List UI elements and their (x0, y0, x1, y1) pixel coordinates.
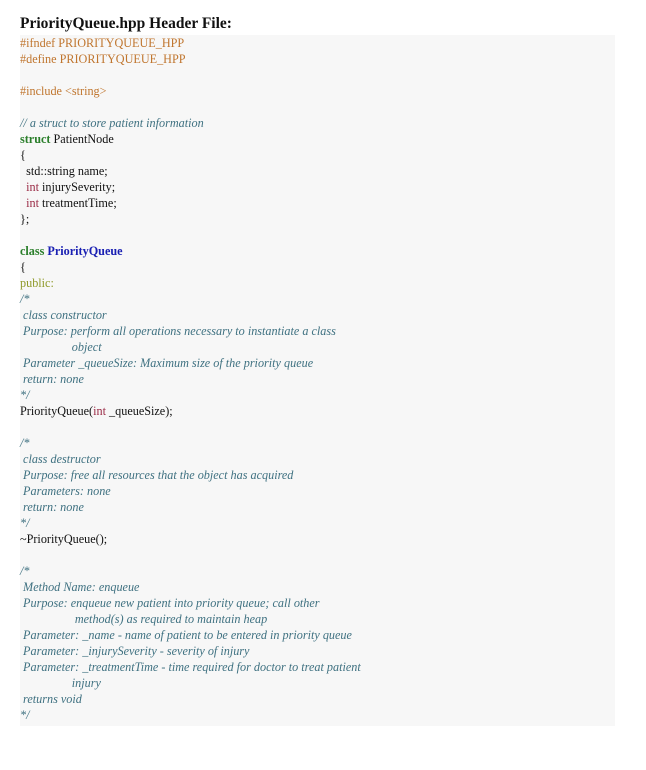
code-line (20, 499, 615, 515)
code-token: returns void (20, 692, 82, 706)
code-token: PriorityQueue (47, 244, 123, 258)
code-line (20, 595, 615, 611)
code-token: { (20, 260, 26, 274)
code-token: _queueSize); (105, 404, 173, 418)
code-line (20, 211, 615, 227)
code-line (20, 643, 615, 659)
code-token: Parameter: _treatmentTime - time required for doctor to treat patient (20, 660, 361, 674)
code-line (20, 579, 615, 595)
code-line (20, 323, 615, 339)
code-line (20, 243, 615, 259)
code-token: ~PriorityQueue(); (20, 532, 108, 546)
page-title: PriorityQueue.hpp Header File: (20, 15, 232, 32)
code-line (20, 339, 615, 355)
code-line (20, 355, 615, 371)
code-token: method(s) as required to maintain heap (20, 612, 268, 626)
code-token: { (20, 148, 26, 162)
code-token: Parameter: _name - name of patient to be entered in priority queue (20, 628, 352, 642)
code-token: Method Name: enqueue (20, 580, 140, 594)
code-line (20, 275, 615, 291)
code-token: Purpose: enqueue new patient into priority queue; call other (20, 596, 320, 610)
code-token: */ (20, 516, 30, 530)
code-token: */ (20, 388, 30, 402)
code-line (20, 691, 615, 707)
code-line (20, 163, 615, 179)
code-line (20, 179, 615, 195)
code-line (20, 291, 615, 307)
code-token: #define PRIORITYQUEUE_HPP (20, 52, 186, 66)
code-line (20, 147, 615, 163)
code-line (20, 35, 615, 51)
code-token: PatientNode (50, 132, 114, 146)
code-line (20, 531, 615, 547)
code-line (20, 131, 615, 147)
code-token: int (26, 196, 39, 210)
blank-line (20, 67, 615, 83)
code-line (20, 627, 615, 643)
code-block (20, 35, 615, 726)
code-line (20, 659, 615, 675)
code-token: injurySeverity; (38, 180, 116, 194)
code-token: /* (20, 436, 30, 450)
code-token: class constructor (20, 308, 107, 322)
code-token: class (20, 244, 45, 258)
code-token: Purpose: perform all operations necessary to instantiate a class (20, 324, 336, 338)
code-line (20, 259, 615, 275)
code-line (20, 195, 615, 211)
code-line (20, 515, 615, 531)
blank-line (20, 547, 615, 563)
code-line (20, 435, 615, 451)
code-token: int (93, 404, 106, 418)
code-token: object (20, 340, 102, 354)
code-token: }; (20, 212, 30, 226)
code-line (20, 371, 615, 387)
code-token: int (26, 180, 39, 194)
code-line (20, 707, 615, 723)
code-token: #ifndef PRIORITYQUEUE_HPP (20, 36, 185, 50)
code-line (20, 115, 615, 131)
code-line (20, 51, 615, 67)
code-token: /* (20, 292, 30, 306)
code-token: Parameter: _injurySeverity - severity of injury (20, 644, 250, 658)
code-token: return: none (20, 500, 84, 514)
code-token: injury (20, 676, 101, 690)
code-line (20, 483, 615, 499)
code-token: /* (20, 564, 30, 578)
code-line (20, 307, 615, 323)
code-token: class destructor (20, 452, 101, 466)
code-line (20, 467, 615, 483)
code-token: */ (20, 708, 30, 722)
code-line (20, 675, 615, 691)
code-token: std::string name; (20, 164, 108, 178)
code-line (20, 563, 615, 579)
blank-line (20, 227, 615, 243)
code-token: struct (20, 132, 51, 146)
code-token: public: (20, 276, 54, 290)
code-token: // a struct to store patient information (20, 116, 204, 130)
code-token: Parameter _queueSize: Maximum size of the priority queue (20, 356, 314, 370)
code-line (20, 403, 615, 419)
code-line (20, 83, 615, 99)
code-token: Purpose: free all resources that the object has acquired (20, 468, 294, 482)
code-token: PriorityQueue( (20, 404, 94, 418)
blank-line (20, 419, 615, 435)
blank-line (20, 99, 615, 115)
code-token: return: none (20, 372, 84, 386)
code-token: Parameters: none (20, 484, 111, 498)
code-line (20, 611, 615, 627)
code-token: treatmentTime; (38, 196, 117, 210)
code-line (20, 387, 615, 403)
code-token: #include <string> (20, 84, 107, 98)
code-line (20, 451, 615, 467)
